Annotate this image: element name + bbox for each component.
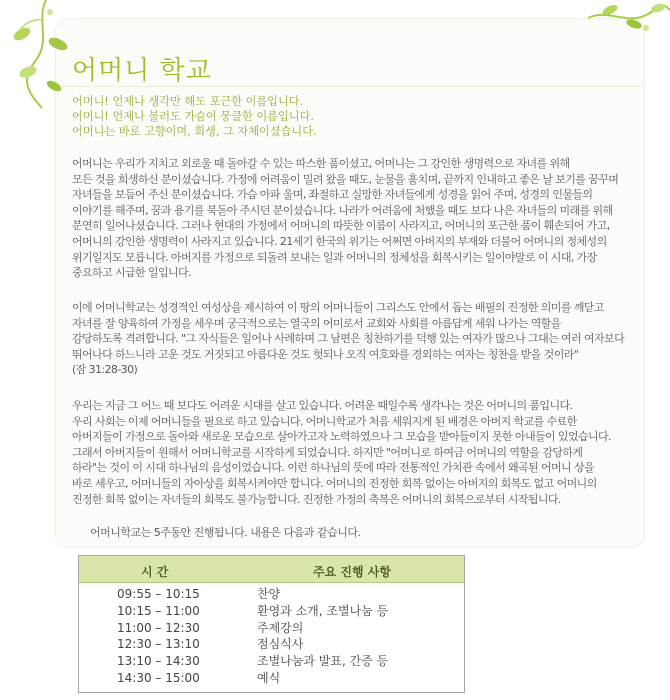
intro-text <box>72 94 317 139</box>
paragraph-3 <box>72 398 632 507</box>
time-cell: 13:10 – 14:30 <box>117 654 200 669</box>
paragraph-line: 진정한 회복 없이는 자녀들의 회복도 불가능합니다. 진정한 가정의 축복은 어머니의 회복으로부터 시작됩니다. <box>72 492 561 506</box>
paragraph-line: 자녀를 잘 양육하여 가정을 세우며 궁극적으로는 열국의 어미로서 교회와 사회를 아름답게 세워 나가는 역할을 <box>72 316 561 330</box>
paragraph-line: 위기일지도 모릅니다. 아버지를 가정으로 되돌려 보내는 일과 어머니의 정체성을 회복시키는 일이야말로 이 시대, 가장 <box>72 250 597 264</box>
time-cell: 11:00 – 12:30 <box>117 620 200 635</box>
paragraph-line: 자녀들을 보듬어 주신 분이셨습니다. 가슴 아파 울며, 좌절하고 실망한 자녀들에게 성경을 읽어 주며, 성경의 인물들의 <box>72 188 593 202</box>
paragraph-line: 바로 세우고, 어머니들의 자아상을 회복시켜야만 합니다. 어머니의 진정한 회복 없이는 아버지의 회복도 없고 어머니의 <box>72 476 597 490</box>
paragraph-line: 분연히 일어나셨습니다. 그러나 현대의 가정에서 어머니의 따뜻한 이름이 사라지고, 어머니의 포근한 품이 훼손되어 가고, <box>72 219 610 233</box>
intro-line: 어머니! 언제나 생각만 해도 포근한 이름입니다. <box>72 95 304 108</box>
paragraph-line: 하라"는 것이 이 시대 하나님의 음성이었습니다. 이런 하나님의 뜻에 따라 전통적인 가치관 속에서 왜곡된 어머니 상을 <box>72 461 595 475</box>
item-cell: 환영과 소개, 조별나눔 등 <box>257 603 389 618</box>
header-item: 주요 진행 사항 <box>313 565 391 579</box>
title-divider <box>62 86 642 87</box>
paragraph-line: 감당하도록 격려합니다. "그 자식들은 일어나 사례하며 그 남편은 칭찬하기를 덕행 있는 여자가 많으나 그대는 여러 여자보다 <box>72 332 625 346</box>
page-title: 어머니 학교 <box>72 56 212 86</box>
header-time: 시 간 <box>141 565 169 579</box>
item-cell: 점심식사 <box>257 637 304 652</box>
time-cell: 10:15 – 11:00 <box>117 603 200 618</box>
paragraph-line: 중요하고 시급한 일입니다. <box>72 266 191 280</box>
paragraph-line: 어머니는 우리가 지치고 외로울 때 돌아갈 수 있는 따스한 품이셨고, 어머니는 그 강인한 생명력으로 자녀를 위해 <box>72 157 570 170</box>
table-header <box>79 556 464 583</box>
intro-line: 어머니! 언제나 불러도 가슴이 뭉클한 이름입니다. <box>72 110 314 123</box>
time-cell: 09:55 – 10:15 <box>117 587 200 601</box>
paragraph-line: 우리는 지금 그 어느 때 보다도 어려운 시대를 살고 있습니다. 어려운 때일수록 생각나는 것은 어머니의 품입니다. <box>72 399 573 412</box>
paragraph-line: 뛰어나다 하느니라 고운 것도 거짓되고 아름다운 것도 헛되나 오직 여호와를 경외하는 여자는 칭찬을 받을 것이라" <box>72 347 579 361</box>
time-cell: 12:30 – 13:10 <box>117 637 200 652</box>
item-cell: 주제강의 <box>257 620 304 635</box>
schedule-table <box>78 555 465 693</box>
item-column <box>257 586 388 687</box>
paragraph-line: 이야기를 해주며, 꿈과 용기를 북돋아 주시던 분이셨습니다. 나라가 어려움에 처했을 때도 보다 나은 자녀들의 미래를 위해 <box>72 203 613 217</box>
paragraph-line: 이에 어머니학교는 성경적인 여성상을 제시하여 이 땅의 어머니들이 그리스도 안에서 돕는 배필의 진정한 의미를 깨닫고 <box>72 301 604 314</box>
item-cell: 예식 <box>257 670 281 685</box>
paragraph-line: 그래서 아버지들이 원해서 어머니학교를 시작하게 되었습니다. 하지만 "어머니로 하여금 어머니의 역할을 감당하게 <box>72 445 583 459</box>
paragraph-line: 아버지들이 가정으로 돌아와 새로운 모습으로 살아가고자 노력하였으나 그 모습을 받아들이지 못한 아내들이 있었습니다. <box>72 430 611 444</box>
time-cell: 14:30 – 15:00 <box>117 670 200 685</box>
paragraph-line: 우리 사회는 이제 어머니들을 필요로 하고 있습니다. 어머니학교가 처음 세워지게 된 배경은 아버지 학교를 수료한 <box>72 414 577 428</box>
paragraph-line: 모든 것을 희생하신 분이셨습니다. 가정에 어려움이 밀려 왔을 때도, 눈물을 훔치며, 끝까지 인내하고 좋은 날 보기를 꿈꾸며 <box>72 172 619 186</box>
paragraph-1 <box>72 156 632 281</box>
paragraph-line: (잠 31:28-30) <box>72 363 138 377</box>
time-column <box>117 586 200 687</box>
paragraph-line: 어머니의 강인한 생명력이 사라지고 있습니다. 21세기 한국의 위기는 어쩌면 아버지의 부재와 더불어 어머니의 정체성의 <box>72 234 607 248</box>
item-cell: 찬양 <box>257 587 281 601</box>
paragraph-2 <box>72 300 632 378</box>
intro-line: 어머니는 바로 고향이며, 희생, 그 자체이셨습니다. <box>72 125 317 138</box>
item-cell: 조별나눔과 발표, 간증 등 <box>257 654 389 669</box>
right-vine-decoration <box>588 0 670 40</box>
schedule-intro: 어머니학교는 5주동안 진행됩니다. 내용은 다음과 같습니다. <box>90 526 361 539</box>
